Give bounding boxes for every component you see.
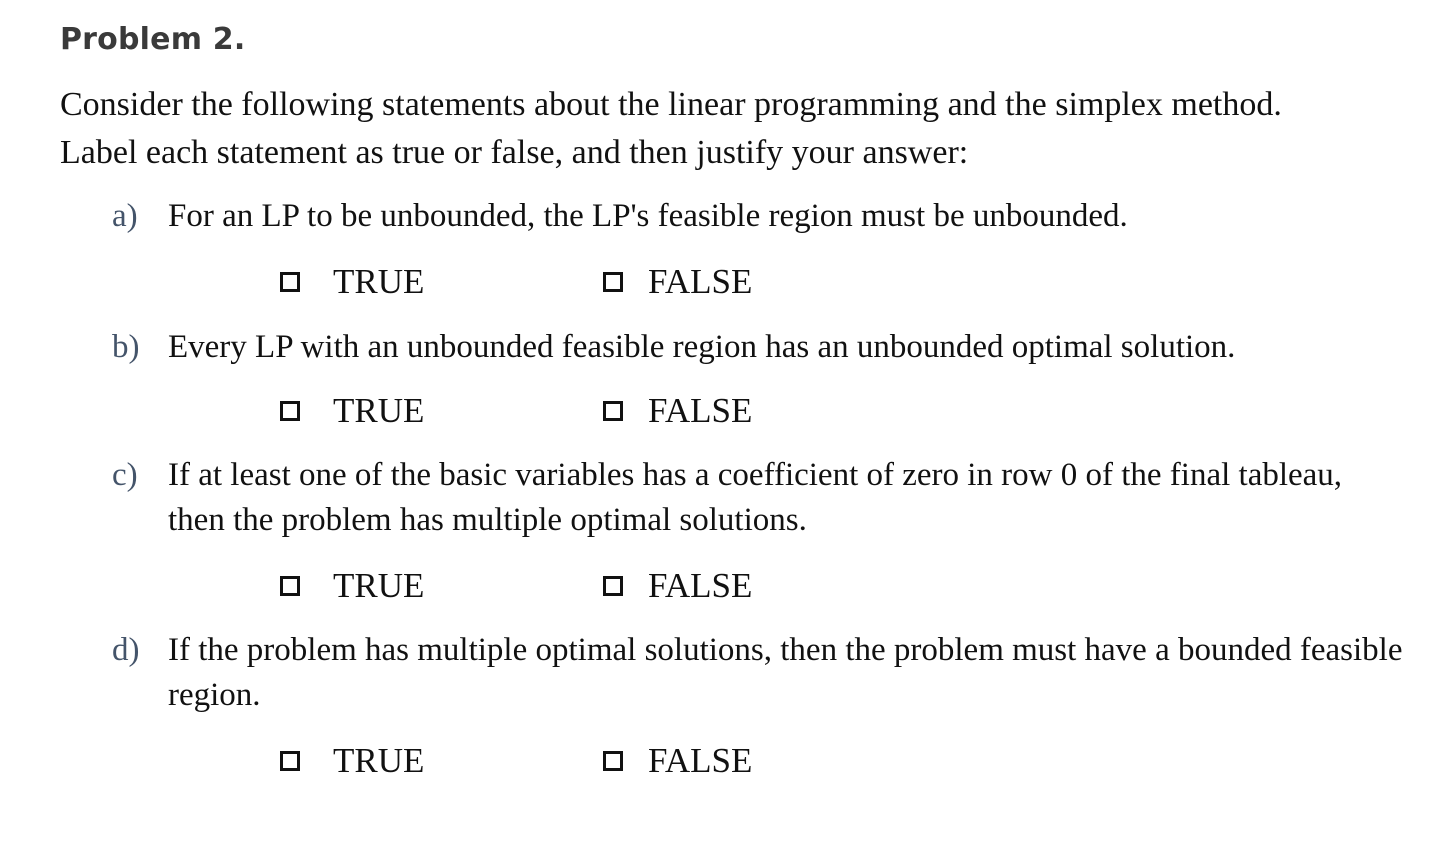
false-label: FALSE — [648, 741, 753, 780]
option-false-a[interactable] — [603, 262, 752, 302]
statement-text: For an LP to be unbounded, the LP's feasible region must be unbounded. — [168, 198, 1128, 234]
statement-c — [112, 457, 1342, 494]
statement-text: Every LP with an unbounded feasible region has an unbounded optimal solution. — [168, 329, 1236, 365]
statement-d-continuation: region. — [168, 677, 261, 713]
statement-text: If the problem has multiple optimal solutions, then the problem must have a bounded feasible — [168, 632, 1403, 668]
checkbox-icon[interactable] — [603, 751, 623, 771]
option-true-c[interactable] — [280, 566, 424, 606]
statement-letter: c) — [112, 457, 138, 493]
true-label: TRUE — [333, 566, 425, 605]
statement-b — [112, 329, 1235, 366]
option-true-b[interactable] — [280, 391, 424, 431]
statement-letter: d) — [112, 632, 140, 668]
checkbox-icon[interactable] — [280, 401, 300, 421]
option-true-d[interactable] — [280, 741, 424, 781]
true-label: TRUE — [333, 262, 425, 301]
statement-a — [112, 198, 1128, 235]
checkbox-icon[interactable] — [603, 272, 623, 292]
statement-letter: a) — [112, 198, 138, 234]
option-false-b[interactable] — [603, 391, 752, 431]
option-true-a[interactable] — [280, 262, 424, 302]
false-label: FALSE — [648, 262, 753, 301]
checkbox-icon[interactable] — [280, 751, 300, 771]
checkbox-icon[interactable] — [603, 401, 623, 421]
option-false-c[interactable] — [603, 566, 752, 606]
statement-letter: b) — [112, 329, 140, 365]
statement-c-continuation: then the problem has multiple optimal solutions. — [168, 502, 807, 538]
checkbox-icon[interactable] — [280, 576, 300, 596]
statement-text: If at least one of the basic variables has a coefficient of zero in row 0 of the final tableau, — [168, 457, 1343, 493]
false-label: FALSE — [648, 391, 753, 430]
true-label: TRUE — [333, 741, 425, 780]
intro-line-1: Consider the following statements about the linear programming and the simplex method. — [60, 86, 1282, 123]
checkbox-icon[interactable] — [603, 576, 623, 596]
statement-d — [112, 632, 1403, 669]
true-label: TRUE — [333, 391, 425, 430]
intro-line-2: Label each statement as true or false, and then justify your answer: — [60, 134, 969, 171]
problem-title: Problem 2. — [60, 22, 246, 57]
option-false-d[interactable] — [603, 741, 752, 781]
false-label: FALSE — [648, 566, 753, 605]
checkbox-icon[interactable] — [280, 272, 300, 292]
